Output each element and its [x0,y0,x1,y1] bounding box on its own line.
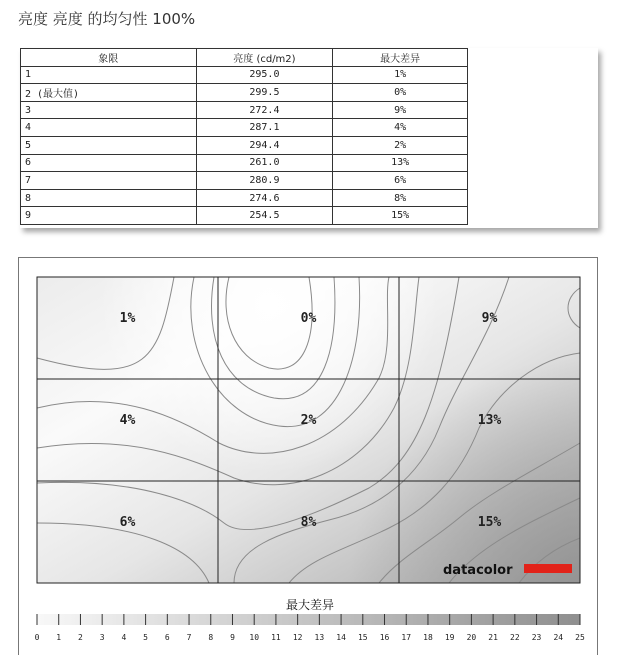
cell-luminance: 299.5 [196,84,333,102]
header-max-difference: 最大差异 [333,49,468,67]
legend-title: 最大差异 [285,598,335,612]
cell-luminance: 261.0 [196,154,333,172]
brand-logo-bar [524,564,572,573]
table-row [21,172,468,190]
scale-tick-label: 17 [401,633,412,642]
page-title: 亮度 亮度 的均匀性 100% [18,10,196,28]
scale-tick-label: 20 [466,633,477,642]
table-header-row [21,49,468,67]
header-quadrant: 象限 [21,49,197,67]
cell-max-difference: 2% [333,136,468,154]
scale-tick-label: 7 [186,633,192,642]
cell-luminance: 274.6 [196,189,333,207]
cell-quadrant: 4 [21,119,197,137]
uniformity-chart-panel [18,257,598,655]
scale-tick-label: 10 [249,633,260,642]
cell-max-difference: 13% [333,154,468,172]
brand-logo-text: datacolor [443,563,513,578]
scale-tick-label: 2 [78,633,83,642]
scale-tick-label: 6 [164,633,170,642]
uniformity-table [20,48,468,225]
cell-max-difference: 0% [333,84,468,102]
scale-tick-label: 24 [553,633,564,642]
scale-tick-label: 14 [336,633,346,642]
header-luminance: 亮度 (cd/m2) [196,49,333,67]
uniformity-table-panel [20,48,598,228]
scale-tick-label: 5 [143,633,149,642]
color-scale [35,614,585,642]
scale-tick-label: 0 [34,633,40,642]
scale-tick-label: 4 [121,633,127,642]
quadrant-value-label: 8% [300,515,317,530]
cell-luminance: 272.4 [196,101,333,119]
cell-max-difference: 8% [333,189,468,207]
cell-quadrant: 7 [21,172,197,190]
cell-quadrant: 3 [21,101,197,119]
quadrant-value-label: 6% [119,515,136,530]
scale-tick-label: 11 [271,633,281,642]
scale-tick-label: 15 [357,633,368,642]
scale-tick-label: 22 [510,633,520,642]
quadrant-value-label: 4% [119,413,136,428]
cell-luminance: 280.9 [196,172,333,190]
cell-luminance: 295.0 [196,66,333,84]
cell-luminance: 254.5 [196,207,333,225]
cell-quadrant: 8 [21,189,197,207]
cell-quadrant: 1 [21,66,197,84]
cell-quadrant: 2 (最大值) [21,84,197,102]
scale-tick-label: 23 [531,633,542,642]
table-row [21,119,468,137]
scale-tick-label: 1 [56,633,62,642]
scale-tick-label: 16 [379,633,390,642]
scale-tick-label: 13 [314,633,325,642]
cell-max-difference: 6% [333,172,468,190]
scale-tick-label: 12 [292,633,303,642]
scale-tick-label: 8 [208,633,214,642]
cell-max-difference: 9% [333,101,468,119]
cell-luminance: 287.1 [196,119,333,137]
scale-tick-label: 21 [488,633,498,642]
cell-luminance: 294.4 [196,136,333,154]
cell-max-difference: 15% [333,207,468,225]
scale-tick-label: 25 [575,633,585,642]
quadrant-value-label: 13% [477,413,502,428]
cell-max-difference: 1% [333,66,468,84]
quadrant-value-label: 9% [481,311,498,326]
quadrant-value-label: 0% [300,311,317,326]
table-row [21,189,468,207]
scale-tick-label: 19 [444,633,455,642]
quadrant-value-label: 15% [477,515,502,530]
color-scale-bar [37,614,580,625]
table-row [21,101,468,119]
scale-tick-label: 18 [423,633,433,642]
scale-tick-label: 3 [99,633,105,642]
uniformity-chart [19,258,599,655]
scale-tick-label: 9 [230,633,235,642]
table-row [21,136,468,154]
table-row [21,154,468,172]
quadrant-value-label: 2% [300,413,317,428]
cell-quadrant: 9 [21,207,197,225]
table-row [21,66,468,84]
quadrant-value-label: 1% [119,311,136,326]
cell-quadrant: 6 [21,154,197,172]
cell-quadrant: 5 [21,136,197,154]
cell-max-difference: 4% [333,119,468,137]
table-row [21,207,468,225]
table-row [21,84,468,102]
